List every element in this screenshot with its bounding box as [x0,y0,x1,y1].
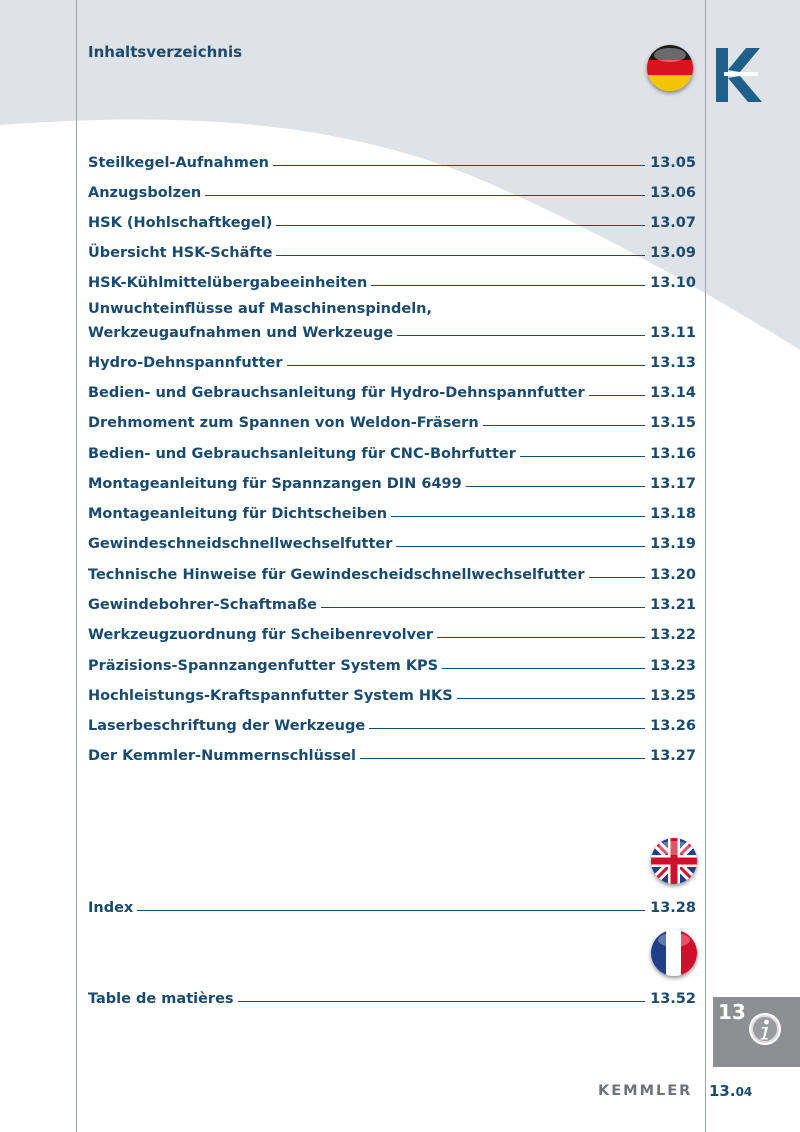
dot-leader [391,516,645,517]
toc-label: Steilkegel-Aufnahmen [88,155,269,171]
toc-entry-table-de-matieres[interactable] [88,985,696,1007]
dot-leader [238,1001,646,1002]
dot-leader [396,546,645,547]
toc-entry-kuehlmittel[interactable] [88,269,696,291]
toc-entry-hydro[interactable] [88,349,696,371]
footer-brand: KEMMLER [598,1083,693,1099]
toc-entry-schaftmasse[interactable] [88,591,696,613]
toc-entry-hks[interactable] [88,682,696,704]
toc-label: HSK-Kühlmittelübergabeeinheiten [88,275,368,291]
toc-entry-spannzangen[interactable] [88,470,696,492]
toc-page: 13.11 [650,325,696,341]
dot-leader [457,698,645,699]
page-number-sub: 04 [735,1085,753,1099]
toc-label: Index [88,900,134,916]
dot-leader [371,285,645,286]
dot-leader [287,365,646,366]
toc-page: 13.28 [650,900,696,916]
uk-flag-icon [651,838,697,884]
toc-entry-index[interactable] [88,894,696,916]
toc-page: 13.22 [650,627,696,643]
toc-page: 13.52 [650,991,696,1007]
toc-page: 13.20 [650,567,696,583]
dot-leader [589,395,645,396]
toc-entry-hsk-schaefte[interactable] [88,239,696,261]
toc-page: 13.06 [650,185,696,201]
dot-leader [397,335,645,336]
toc-label: Bedien- und Gebrauchsanleitung für CNC-Bohrfutter [88,446,516,462]
toc-label: Hochleistungs-Kraftspannfutter System HKS [88,688,453,704]
page-number-main: 13. [709,1082,736,1100]
toc-entry-laserbeschriftung[interactable] [88,712,696,734]
toc-entry-cnc-bohrfutter[interactable] [88,440,696,462]
footer-page-number [709,1082,752,1100]
germany-flag-icon [647,45,693,91]
dot-leader [276,255,645,256]
toc-page: 13.16 [650,446,696,462]
dot-leader [437,637,645,638]
dot-leader [589,577,646,578]
dot-leader [276,225,645,226]
toc-page: 13.05 [650,155,696,171]
toc-entry-kps[interactable] [88,652,696,674]
toc-page: 13.21 [650,597,696,613]
toc-page: 13.27 [650,748,696,764]
info-icon [748,1012,782,1046]
toc-entry-anzugsbolzen[interactable] [88,179,696,201]
toc-entry-weldon[interactable] [88,409,696,431]
kemmler-k-logo-icon [716,48,762,102]
toc-entry-hsk[interactable] [88,209,696,231]
france-flag-icon [651,930,697,976]
toc-label: Anzugsbolzen [88,185,202,201]
toc-label: Montageanleitung für Dichtscheiben [88,506,388,522]
toc-label: Hydro-Dehnspannfutter [88,355,283,371]
toc-page: 13.17 [650,476,696,492]
toc-entry-unwucht[interactable] [88,301,696,341]
toc-label: Table de matières [88,991,234,1007]
toc-page: 13.07 [650,215,696,231]
toc-page: 13.18 [650,506,696,522]
toc-entry-technische-hinweise[interactable] [88,561,696,583]
toc-label: Technische Hinweise für Gewindescheidschnellwechselfutter [88,567,585,583]
toc-label: HSK (Hohlschaftkegel) [88,215,273,231]
toc-entry-nummernschluessel[interactable] [88,742,696,764]
dot-leader [520,456,645,457]
chapter-number: 13 [718,1000,746,1024]
left-margin-line [76,0,77,1132]
toc-entry-gewindeschneid[interactable] [88,530,696,552]
toc-page: 13.14 [650,385,696,401]
toc-entry-steilkegel[interactable] [88,149,696,171]
toc-page: 13.25 [650,688,696,704]
dot-leader [321,607,645,608]
toc-page: 13.19 [650,536,696,552]
toc-label: Drehmoment zum Spannen von Weldon-Fräsern [88,415,479,431]
dot-leader [369,728,645,729]
toc-label: Laserbeschriftung der Werkzeuge [88,718,366,734]
dot-leader [205,195,645,196]
toc-label: Gewindebohrer-Schaftmaße [88,597,317,613]
dot-leader [442,668,645,669]
dot-leader [137,910,645,911]
toc-label-line1: Unwuchteinflüsse auf Maschinenspindeln, [88,301,432,317]
right-margin-line [705,0,706,1132]
toc-label: Gewindeschneidschnellwechselfutter [88,536,393,552]
toc-page: 13.23 [650,658,696,674]
toc-page: 13.26 [650,718,696,734]
dot-leader [466,486,645,487]
toc-label: Präzisions-Spannzangenfutter System KPS [88,658,439,674]
toc-entry-dichtscheiben[interactable] [88,500,696,522]
toc-page: 13.15 [650,415,696,431]
toc-label: Übersicht HSK-Schäfte [88,245,273,261]
toc-entry-hydro-anleitung[interactable] [88,379,696,401]
page-title: Inhaltsverzeichnis [88,43,243,61]
dot-leader [483,425,645,426]
toc-entry-scheibenrevolver[interactable] [88,621,696,643]
toc-label: Montageanleitung für Spannzangen DIN 6499 [88,476,462,492]
dot-leader [273,165,645,166]
toc-page: 13.10 [650,275,696,291]
toc-page: 13.13 [650,355,696,371]
toc-page: 13.09 [650,245,696,261]
dot-leader [360,758,645,759]
toc-label: Werkzeugzuordnung für Scheibenrevolver [88,627,434,643]
toc-label: Der Kemmler-Nummernschlüssel [88,748,356,764]
toc-label: Werkzeugaufnahmen und Werkzeuge [88,325,394,341]
toc-label: Bedien- und Gebrauchsanleitung für Hydro-Dehnspannfutter [88,385,585,401]
